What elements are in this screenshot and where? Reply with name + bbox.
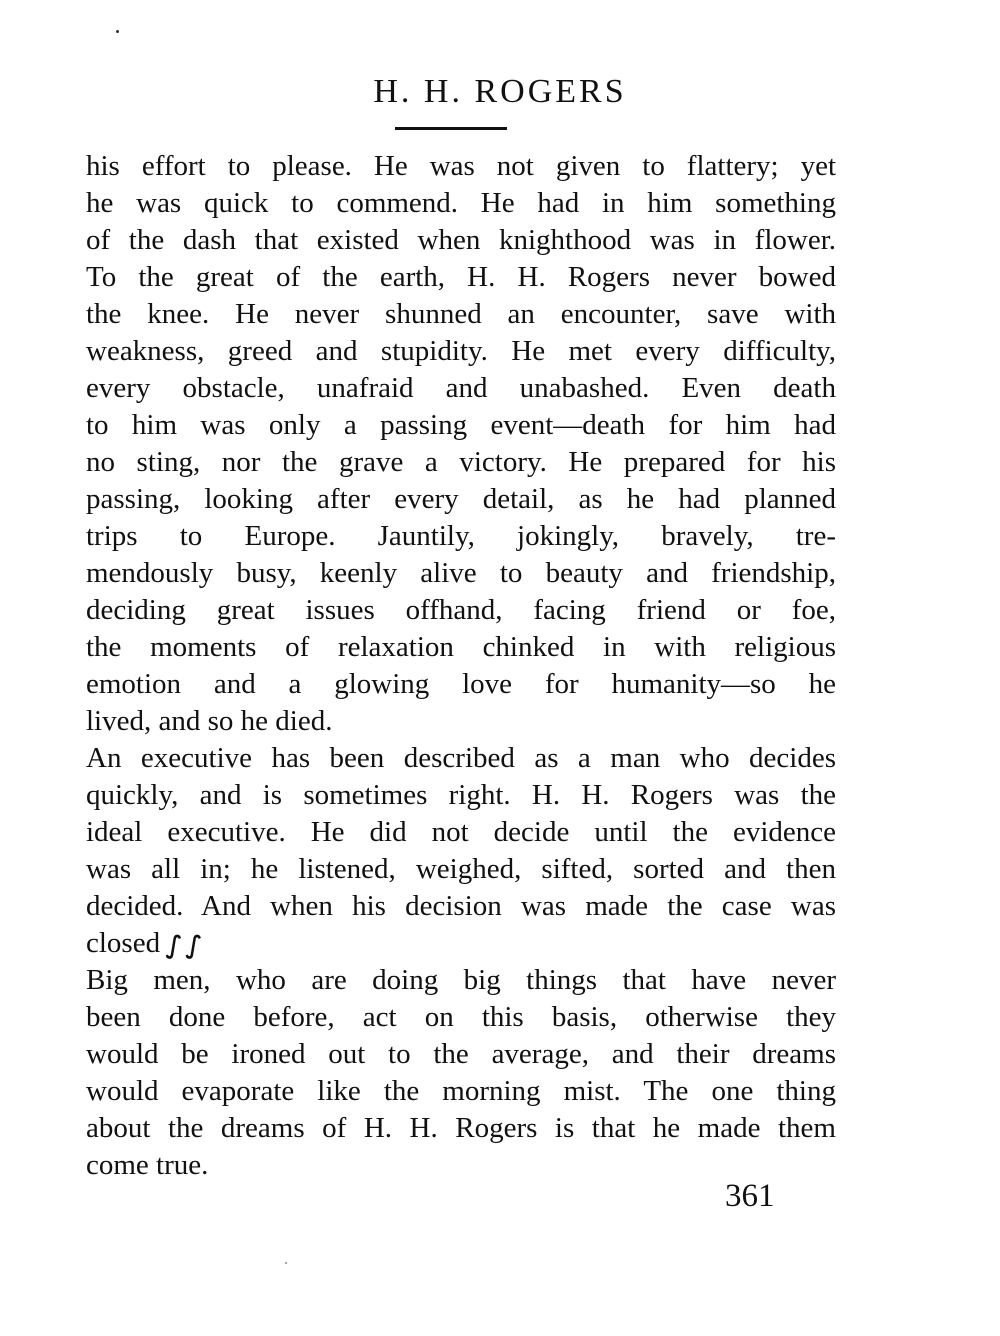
text-line: of the dash that existed when knighthood was in flower.: [86, 224, 836, 256]
text-line-with-ornament: [86, 925, 836, 962]
text-line: Big men, who are doing big things that have never: [86, 964, 836, 996]
text-line: quickly, and is sometimes right. H. H. Rogers was the: [86, 779, 836, 811]
head-rule: [395, 127, 507, 130]
text-line: trips to Europe. Jauntily, jokingly, bravely, tre-: [86, 520, 836, 552]
text-line: been done before, act on this basis, otherwise they: [86, 1001, 836, 1033]
text-line: he was quick to commend. He had in him something: [86, 187, 836, 219]
text-line: would be ironed out to the average, and their dreams: [86, 1038, 836, 1070]
text-line: every obstacle, unafraid and unabashed. Even death: [86, 372, 836, 404]
text-line: lived, and so he died.: [86, 705, 333, 737]
print-speck: [116, 30, 119, 33]
page-number: 361: [725, 1178, 775, 1214]
text-line: was all in; he listened, weighed, sifted, sorted and then: [86, 853, 836, 885]
text-line: to him was only a passing event—death for him had: [86, 409, 836, 441]
text-line: ideal executive. He did not decide until the evidence: [86, 816, 836, 848]
text-line: decided. And when his decision was made the case was: [86, 890, 836, 922]
text-line: the knee. He never shunned an encounter, save with: [86, 298, 836, 330]
text-line: emotion and a glowing love for humanity—so he: [86, 668, 836, 700]
text-line: come true.: [86, 1149, 209, 1181]
body-text: [86, 148, 836, 1184]
text-line: passing, looking after every detail, as he had planned: [86, 483, 836, 515]
text-line: mendously busy, keenly alive to beauty and friendship,: [86, 557, 836, 589]
text-line: about the dreams of H. H. Rogers is that he made them: [86, 1112, 836, 1144]
text-line: To the great of the earth, H. H. Rogers never bowed: [86, 261, 836, 293]
text-line: An executive has been described as a man who decides: [86, 742, 836, 774]
text-line: would evaporate like the morning mist. The one thing: [86, 1075, 836, 1107]
text-line: closed: [86, 927, 161, 959]
text-line: weakness, greed and stupidity. He met every difficulty,: [86, 335, 836, 367]
print-speck: [285, 1262, 287, 1264]
text-line: no sting, nor the grave a victory. He prepared for his: [86, 446, 836, 478]
text-line: deciding great issues offhand, facing friend or foe,: [86, 594, 836, 626]
paragraph-ornament-icon: ഽ ഽ: [166, 932, 201, 958]
text-line: the moments of relaxation chinked in with religious: [86, 631, 836, 663]
text-line: his effort to please. He was not given to flattery; yet: [86, 150, 836, 182]
running-head: H. H. ROGERS: [373, 73, 627, 110]
